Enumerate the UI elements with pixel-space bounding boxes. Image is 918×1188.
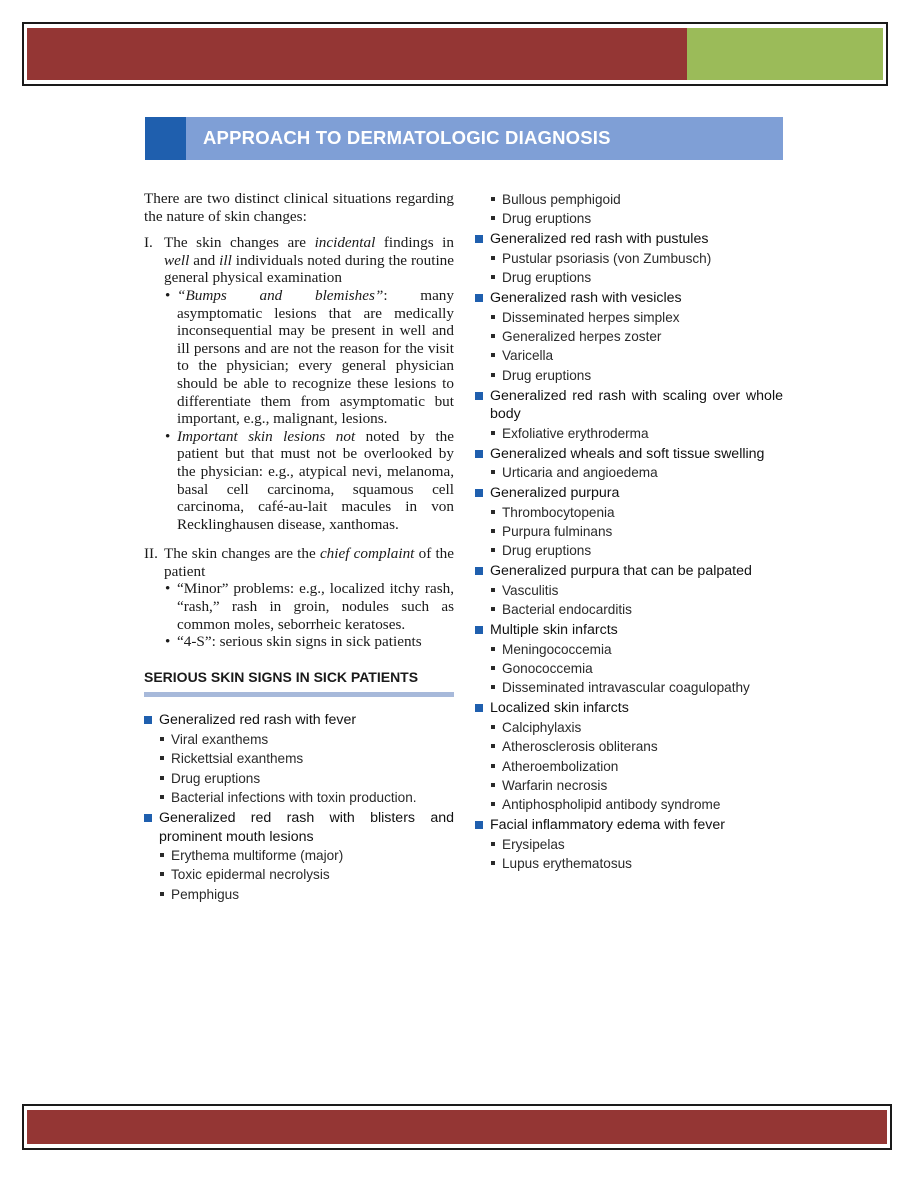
small-square-bullet-icon: [160, 892, 164, 896]
bullet-dot-icon: •: [165, 286, 171, 304]
square-bullet-icon: [475, 294, 483, 302]
bullet-dot-icon: •: [165, 580, 171, 598]
small-square-bullet-icon: [491, 431, 495, 435]
list-item: Urticaria and angioedema: [475, 463, 783, 482]
page-title: APPROACH TO DERMATOLOGIC DIAGNOSIS: [203, 127, 611, 148]
square-bullet-icon: [475, 235, 483, 243]
situation-number: I.: [144, 234, 153, 252]
list-item: Atheroembolization: [475, 757, 783, 776]
small-square-bullet-icon: [491, 588, 495, 592]
bullet-dot-icon: •: [165, 633, 171, 651]
small-square-bullet-icon: [491, 275, 495, 279]
situation-2-bullet: • “Minor” problems: e.g., localized itchy rash, “rash,” rash in groin, nodules such as common moles, seborrheic keratoses.: [165, 580, 454, 633]
small-square-bullet-icon: [491, 744, 495, 748]
small-square-bullet-icon: [491, 315, 495, 319]
small-square-bullet-icon: [491, 802, 495, 806]
situation-2: [144, 545, 454, 580]
category-heading: Generalized rash with vesicles: [475, 289, 783, 308]
small-square-bullet-icon: [491, 548, 495, 552]
square-bullet-icon: [475, 392, 483, 400]
square-bullet-icon: [475, 489, 483, 497]
title-accent-block: [145, 117, 186, 160]
top-banner-red-band: [27, 28, 687, 80]
category-heading: Localized skin infarcts: [475, 699, 783, 718]
situation-number: II.: [144, 545, 158, 563]
small-square-bullet-icon: [491, 666, 495, 670]
left-column: [144, 190, 454, 904]
list-item: Lupus erythematosus: [475, 854, 783, 873]
small-square-bullet-icon: [491, 783, 495, 787]
list-item: Bacterial infections with toxin production.: [144, 788, 454, 807]
situation-text: The skin changes are incidental findings in well and ill individuals noted during the routine general physical examination: [164, 234, 454, 287]
category-heading: Generalized red rash with pustules: [475, 230, 783, 249]
small-square-bullet-icon: [160, 853, 164, 857]
category-heading: Generalized red rash with fever: [144, 711, 454, 730]
category-heading: Generalized red rash with blisters and prominent mouth lesions: [144, 809, 454, 846]
small-square-bullet-icon: [491, 685, 495, 689]
bottom-banner: [22, 1104, 892, 1150]
list-item: Vasculitis: [475, 581, 783, 600]
small-square-bullet-icon: [491, 334, 495, 338]
small-square-bullet-icon: [491, 861, 495, 865]
square-bullet-icon: [475, 567, 483, 575]
list-item: Thrombocytopenia: [475, 503, 783, 522]
category-heading: Generalized purpura: [475, 484, 783, 503]
list-item: Warfarin necrosis: [475, 776, 783, 795]
square-bullet-icon: [475, 450, 483, 458]
category-heading: Generalized purpura that can be palpated: [475, 562, 783, 581]
square-bullet-icon: [144, 716, 152, 724]
category-heading: Generalized red rash with scaling over whole body: [475, 387, 783, 424]
section-title-bar: [145, 117, 783, 160]
situation-1: [144, 234, 454, 287]
list-item: Meningococcemia: [475, 640, 783, 659]
situation-1-bullet: • “Bumps and blemishes”: many asymptomatic lesions that are medically inconsequential may be present in well and ill persons and are not the reason for the visit to the physician; every general physician should be able to recognize these lesions to differentiate them from asymptomatic but important, e.g., malignant, lesions.: [165, 286, 454, 428]
square-bullet-icon: [144, 814, 152, 822]
top-banner: [22, 22, 888, 86]
list-item: Atherosclerosis obliterans: [475, 737, 783, 756]
small-square-bullet-icon: [491, 216, 495, 220]
list-item: Toxic epidermal necrolysis: [144, 865, 454, 884]
bullet-dot-icon: •: [165, 427, 171, 445]
small-square-bullet-icon: [491, 510, 495, 514]
list-item: Pustular psoriasis (von Zumbusch): [475, 249, 783, 268]
square-bullet-icon: [475, 821, 483, 829]
small-square-bullet-icon: [160, 756, 164, 760]
list-item: Bullous pemphigoid: [475, 190, 783, 209]
list-item: Erysipelas: [475, 835, 783, 854]
small-square-bullet-icon: [491, 197, 495, 201]
category-heading: Generalized wheals and soft tissue swelling: [475, 445, 783, 464]
situation-1-bullet: • Important skin lesions not noted by the patient but that must not be overlooked by the physician: e.g., atypical nevi, melanoma, basal cell carcinoma, squamous cell carcinoma, café-au-lait macules in von Recklinghausen disease, xanthomas.: [165, 427, 455, 533]
small-square-bullet-icon: [160, 737, 164, 741]
small-square-bullet-icon: [160, 872, 164, 876]
list-item: Drug eruptions: [475, 268, 783, 287]
small-square-bullet-icon: [491, 842, 495, 846]
list-item: Drug eruptions: [475, 366, 783, 385]
situation-text: The skin changes are the chief complaint of the patient: [164, 545, 455, 580]
situation-2-bullet: • “4-S”: serious skin signs in sick patients: [165, 633, 422, 651]
small-square-bullet-icon: [491, 529, 495, 533]
small-square-bullet-icon: [491, 256, 495, 260]
list-item: Pemphigus: [144, 885, 454, 904]
list-item: Drug eruptions: [475, 541, 783, 560]
top-banner-green-band: [687, 28, 883, 80]
section-heading: SERIOUS SKIN SIGNS IN SICK PATIENTS: [144, 668, 419, 685]
list-item: Rickettsial exanthems: [144, 749, 454, 768]
small-square-bullet-icon: [491, 647, 495, 651]
small-square-bullet-icon: [491, 725, 495, 729]
section-heading-rule: [144, 692, 454, 697]
small-square-bullet-icon: [491, 470, 495, 474]
category-heading: Multiple skin infarcts: [475, 621, 783, 640]
list-item: Generalized herpes zoster: [475, 327, 783, 346]
small-square-bullet-icon: [160, 795, 164, 799]
list-item: Varicella: [475, 346, 783, 365]
list-item: Erythema multiforme (major): [144, 846, 454, 865]
list-item: Disseminated herpes simplex: [475, 308, 783, 327]
list-item: Calciphylaxis: [475, 718, 783, 737]
list-item: Antiphospholipid antibody syndrome: [475, 795, 783, 814]
list-item: Viral exanthems: [144, 730, 454, 749]
list-item: Drug eruptions: [144, 769, 454, 788]
list-item: Disseminated intravascular coagulopathy: [475, 678, 783, 697]
list-item: Exfoliative erythroderma: [475, 424, 783, 443]
list-item: Purpura fulminans: [475, 522, 783, 541]
list-item: Bacterial endocarditis: [475, 600, 783, 619]
square-bullet-icon: [475, 626, 483, 634]
list-item: Drug eruptions: [475, 209, 783, 228]
list-item: Gonococcemia: [475, 659, 783, 678]
small-square-bullet-icon: [491, 764, 495, 768]
small-square-bullet-icon: [491, 373, 495, 377]
category-heading: Facial inflammatory edema with fever: [475, 816, 783, 835]
intro-paragraph: There are two distinct clinical situations regarding the nature of skin changes:: [144, 190, 454, 225]
right-column: [475, 190, 783, 874]
small-square-bullet-icon: [491, 607, 495, 611]
small-square-bullet-icon: [491, 353, 495, 357]
square-bullet-icon: [475, 704, 483, 712]
bottom-banner-red-band: [27, 1110, 887, 1144]
small-square-bullet-icon: [160, 776, 164, 780]
left-sign-list: [144, 711, 454, 904]
